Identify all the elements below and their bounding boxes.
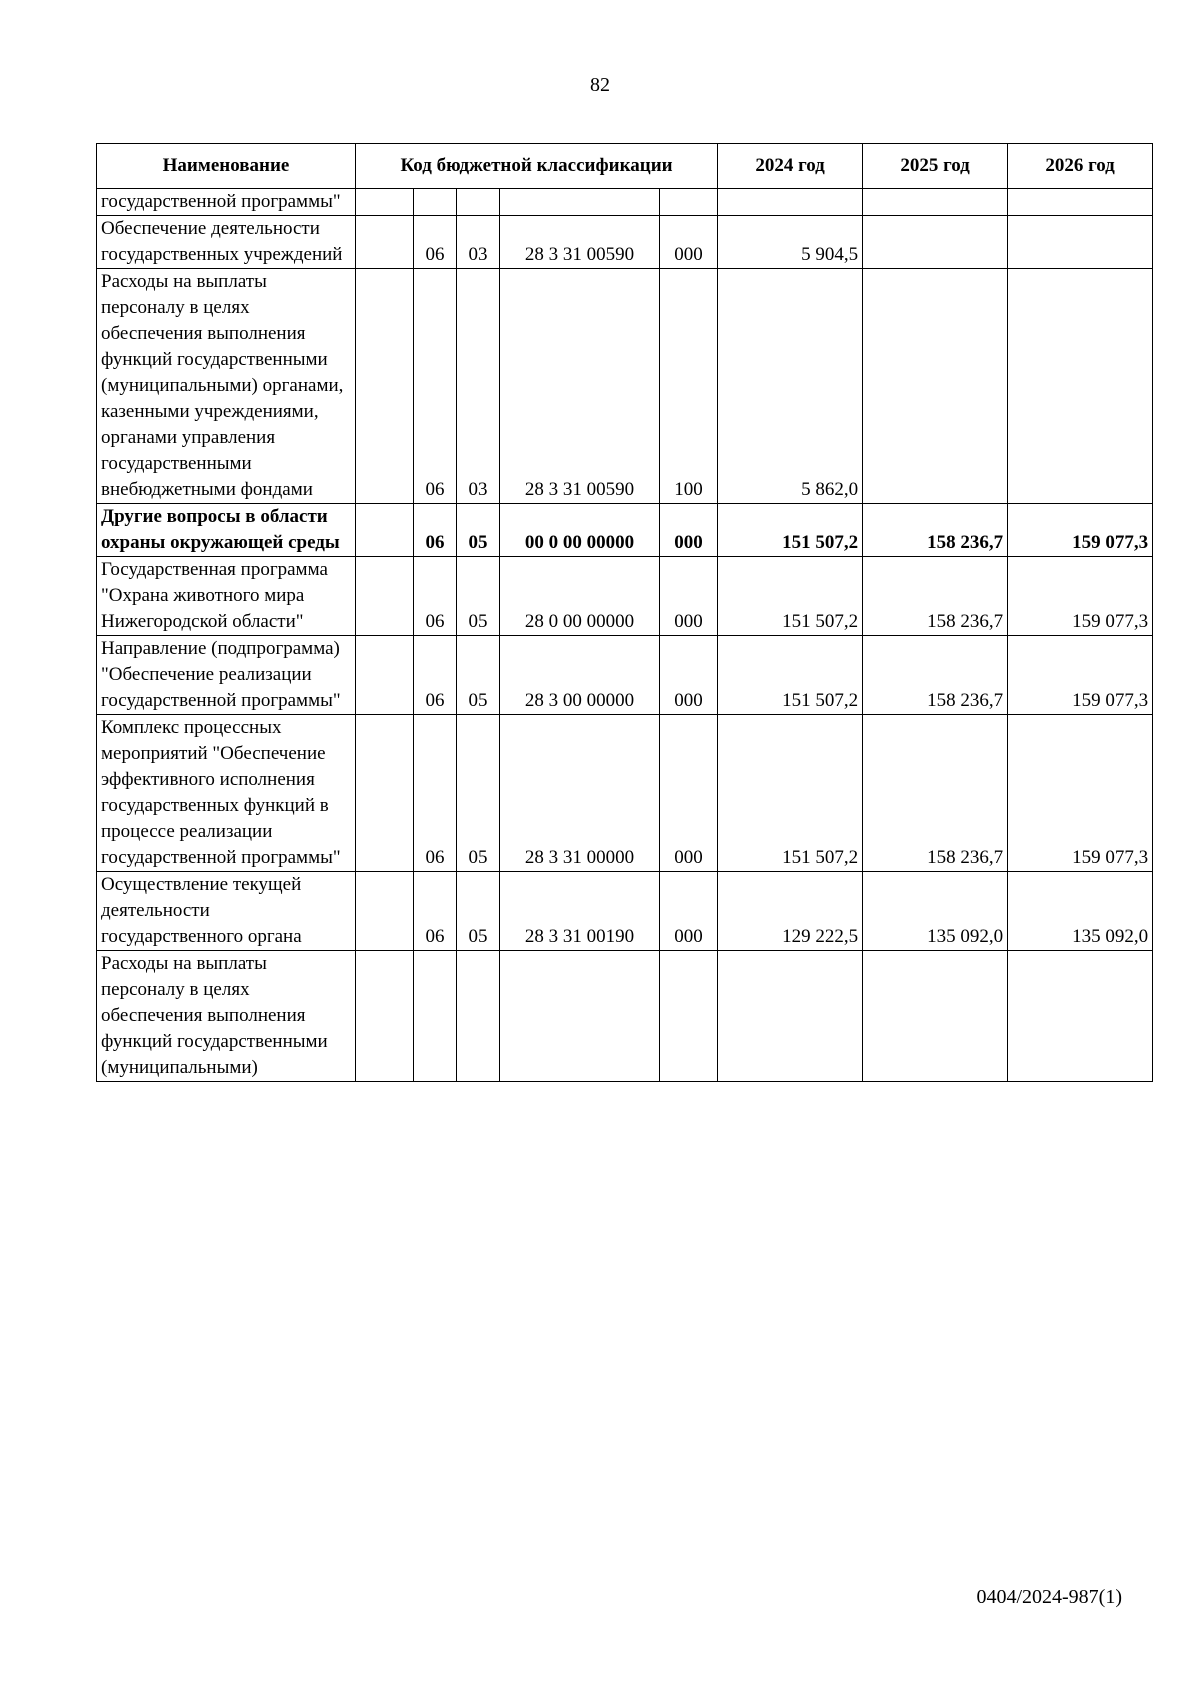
- code-expense-type: 000: [660, 216, 718, 269]
- header-2025: 2025 год: [863, 144, 1008, 189]
- code-target: 28 0 00 00000: [500, 557, 660, 636]
- value-2025: 158 236,7: [863, 557, 1008, 636]
- code-target: 28 3 31 00190: [500, 872, 660, 951]
- document-number: 0404/2024-987(1): [976, 1586, 1122, 1608]
- code-expense-type: [660, 189, 718, 216]
- value-2024: [718, 951, 863, 1082]
- table-row: [97, 872, 1153, 951]
- code-expense-type: [660, 951, 718, 1082]
- code-subsection: 05: [457, 715, 500, 872]
- header-name: Наименование: [97, 144, 356, 189]
- code-target: 00 0 00 00000: [500, 504, 660, 557]
- value-2025: 158 236,7: [863, 715, 1008, 872]
- code-cell: [356, 189, 414, 216]
- code-section: [414, 189, 457, 216]
- code-subsection: 05: [457, 504, 500, 557]
- code-expense-type: 000: [660, 872, 718, 951]
- value-2026: 159 077,3: [1008, 504, 1153, 557]
- value-2025: 158 236,7: [863, 636, 1008, 715]
- budget-table: [96, 143, 1153, 1082]
- code-expense-type: 000: [660, 636, 718, 715]
- code-target: 28 3 31 00590: [500, 216, 660, 269]
- header-2026: 2026 год: [1008, 144, 1153, 189]
- row-name: Расходы на выплаты персоналу в целях обеспечения выполнения функций государственными (муниципальными) органами, казенными учреждениями, органами управления государственными внебюджетными фондами: [97, 269, 356, 504]
- code-expense-type: 000: [660, 715, 718, 872]
- value-2026: [1008, 951, 1153, 1082]
- table-row: [97, 715, 1153, 872]
- value-2025: 135 092,0: [863, 872, 1008, 951]
- value-2024: 151 507,2: [718, 504, 863, 557]
- row-name: Расходы на выплаты персоналу в целях обеспечения выполнения функций государственными (муниципальными): [97, 951, 356, 1082]
- value-2025: [863, 189, 1008, 216]
- code-subsection: [457, 951, 500, 1082]
- code-section: 06: [414, 504, 457, 557]
- value-2024: 129 222,5: [718, 872, 863, 951]
- table-row: [97, 269, 1153, 504]
- code-section: 06: [414, 216, 457, 269]
- row-name: государственной программы": [97, 189, 356, 216]
- row-name: Осуществление текущей деятельности государственного органа: [97, 872, 356, 951]
- code-cell: [356, 951, 414, 1082]
- value-2025: [863, 216, 1008, 269]
- row-name: Направление (подпрограмма) "Обеспечение реализации государственной программы": [97, 636, 356, 715]
- value-2024: 5 904,5: [718, 216, 863, 269]
- table-header-row: [97, 144, 1153, 189]
- header-code: Код бюджетной классификации: [356, 144, 718, 189]
- code-subsection: 03: [457, 269, 500, 504]
- code-subsection: 05: [457, 872, 500, 951]
- code-section: 06: [414, 872, 457, 951]
- code-target: 28 3 00 00000: [500, 636, 660, 715]
- table-row-section-total: [97, 504, 1153, 557]
- code-section: 06: [414, 557, 457, 636]
- code-target: [500, 951, 660, 1082]
- table-row: [97, 189, 1153, 216]
- row-name: Комплекс процессных мероприятий "Обеспечение эффективного исполнения государственных функций в процессе реализации государственной программы": [97, 715, 356, 872]
- table-row: [97, 636, 1153, 715]
- code-cell: [356, 715, 414, 872]
- value-2024: 151 507,2: [718, 715, 863, 872]
- code-cell: [356, 557, 414, 636]
- code-expense-type: 000: [660, 557, 718, 636]
- value-2024: 151 507,2: [718, 636, 863, 715]
- code-section: 06: [414, 636, 457, 715]
- table-row: [97, 951, 1153, 1082]
- header-2024: 2024 год: [718, 144, 863, 189]
- value-2026: 159 077,3: [1008, 636, 1153, 715]
- code-cell: [356, 216, 414, 269]
- code-expense-type: 000: [660, 504, 718, 557]
- row-name: Другие вопросы в области охраны окружающей среды: [97, 504, 356, 557]
- value-2024: 151 507,2: [718, 557, 863, 636]
- value-2026: [1008, 189, 1153, 216]
- row-name: Обеспечение деятельности государственных учреждений: [97, 216, 356, 269]
- value-2026: [1008, 269, 1153, 504]
- code-cell: [356, 269, 414, 504]
- code-subsection: 03: [457, 216, 500, 269]
- code-target: [500, 189, 660, 216]
- table-row: [97, 216, 1153, 269]
- code-subsection: 05: [457, 557, 500, 636]
- code-target: 28 3 31 00000: [500, 715, 660, 872]
- table-row: [97, 557, 1153, 636]
- value-2025: 158 236,7: [863, 504, 1008, 557]
- value-2026: 135 092,0: [1008, 872, 1153, 951]
- value-2026: 159 077,3: [1008, 715, 1153, 872]
- page-number: 82: [590, 74, 610, 96]
- code-cell: [356, 636, 414, 715]
- row-name: Государственная программа "Охрана животного мира Нижегородской области": [97, 557, 356, 636]
- value-2026: [1008, 216, 1153, 269]
- value-2024: 5 862,0: [718, 269, 863, 504]
- value-2025: [863, 269, 1008, 504]
- code-section: 06: [414, 269, 457, 504]
- value-2026: 159 077,3: [1008, 557, 1153, 636]
- value-2024: [718, 189, 863, 216]
- code-target: 28 3 31 00590: [500, 269, 660, 504]
- code-section: [414, 951, 457, 1082]
- code-expense-type: 100: [660, 269, 718, 504]
- value-2025: [863, 951, 1008, 1082]
- code-cell: [356, 504, 414, 557]
- code-subsection: 05: [457, 636, 500, 715]
- code-subsection: [457, 189, 500, 216]
- code-section: 06: [414, 715, 457, 872]
- code-cell: [356, 872, 414, 951]
